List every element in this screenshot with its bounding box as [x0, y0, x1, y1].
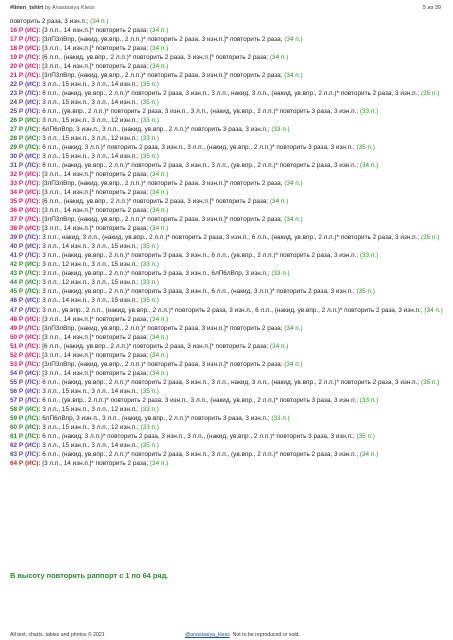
row-text: 6лП6лВпр, 3 изн.п., 3 л.п., (накид, ув.впр., 2 л.п.)* повторить 3 раза, 3 изн.п.; [40, 126, 272, 134]
row-number: 17 Р [10, 36, 24, 44]
row-instruction [10, 342, 445, 351]
row-side: (ИС): [24, 225, 41, 233]
row-number: 46 Р [10, 297, 24, 305]
stitch-count: (35 п.) [140, 297, 159, 305]
stitch-count: (35 п.) [356, 288, 375, 296]
row-text: [3 л.п., 14 изн.п.]* повторить 2 раза; [40, 333, 150, 341]
row-instruction [10, 152, 445, 161]
row-side: (ИС): [24, 369, 41, 377]
row-text: [3 л.п., 14 изн.п.]* повторить 2 раза; [40, 369, 150, 377]
row-side: (ЛС): [24, 288, 41, 296]
row-text: 6 л.п., (накид, ув.впр., 2 л.п.)* повторить 2 раза, 3 изн.п., 3 л.п., (ув.впр., 2 л.п.)* повторить 2 раза, 3 изн.п.; [40, 162, 360, 170]
row-side: (ЛС): [24, 378, 41, 386]
stitch-count: (34 п.) [269, 342, 289, 350]
row-number: 27 Р [10, 126, 24, 134]
row-text: 6 л.п., (накид, ув.впр., 2 л.п.)* повторить 2 раза, 3 изн.п., 3 л.п., (ув.впр., 2 л.п.)* повторить 2 раза, 3 изн.п.; [40, 450, 360, 458]
row-number: 60 Р [10, 423, 24, 431]
row-instruction [10, 89, 445, 98]
row-side: (ИС): [24, 27, 41, 35]
row-number: 36 Р [10, 207, 24, 215]
stitch-count: (33 п.) [140, 423, 159, 431]
row-text: 3 л.п., 15 изн.п., 3 л.п., 12 изн.п.; [40, 135, 141, 143]
row-instruction [10, 387, 445, 396]
row-side: (ИС): [24, 261, 41, 269]
row-side: (ИС): [24, 81, 41, 89]
row-side: (ЛС): [24, 90, 41, 98]
row-side: (ИС): [24, 297, 41, 305]
row-number: 45 Р [10, 288, 24, 296]
row-instruction [10, 224, 445, 233]
row-instruction [10, 44, 445, 53]
copyright-text: All text, charts, tables and photos © 2021 [10, 632, 105, 638]
row-number: 58 Р [10, 405, 24, 413]
row-side: (ЛС): [24, 342, 41, 350]
row-text: 3 л.п., 15 изн.п., 3 л.п., 14 изн.п.; [40, 387, 141, 395]
repeat-instruction: В высоту повторять раппорт с 1 по 64 ряд. [10, 571, 169, 580]
stitch-count: (35 п.) [140, 441, 159, 449]
row-side: (ИС): [24, 63, 41, 71]
stitch-count: (34 п.) [149, 45, 169, 53]
row-number: 28 Р [10, 135, 24, 143]
row-text: 3 л.п., 15 изн.п., 3 л.п., 12 изн.п.; [40, 405, 141, 413]
stitch-count: (34 п.) [359, 450, 379, 458]
row-instruction [10, 251, 445, 260]
stitch-count: (35 п.) [140, 153, 159, 161]
row-text: 3 л.п., 15 изн.п., 3 л.п., 14 изн.п.; [40, 153, 141, 161]
row-instruction [10, 17, 445, 26]
row-instruction [10, 396, 445, 405]
row-text: [3 л.п., 14 изн.п.]* повторить 2 раза; [40, 27, 150, 35]
row-text: 3 л.п., 14 изн.п., 3 л.п., 15 изн.п.; [40, 297, 141, 305]
row-instruction [10, 432, 445, 441]
row-side: (ЛС): [24, 270, 41, 278]
row-number: 35 Р [10, 198, 24, 206]
row-instruction [10, 71, 445, 80]
row-instruction [10, 161, 445, 170]
stitch-count: (34 п.) [284, 72, 303, 80]
row-side: (ИС): [24, 333, 41, 341]
row-side: (ИС): [24, 99, 41, 107]
row-text: повторить 2 раза, 3 изн.п.; [10, 18, 91, 25]
row-side: (ИС): [24, 207, 41, 215]
author-name: by Anastasiya Kless [43, 5, 95, 11]
row-number: 19 Р [10, 54, 24, 62]
row-text: 3 л.п., 12 изн.п., 3 л.п., 15 изн.п.; [40, 261, 141, 269]
row-instruction [10, 179, 445, 188]
row-instruction [10, 423, 445, 432]
row-instruction [10, 269, 445, 278]
row-text: 3 л.п., 15 изн.п., 3 л.п., 12 изн.п.; [40, 423, 141, 431]
row-text: 6 л.п., (накид, ув.впр., 2 л.п.)* повторить 2 раза, 3 изн.п., 3 л.п., накид, 3 л.п., (накид, ув.впр., 2 л.п.)* повторить 2 раза, 3 изн.п.; [40, 90, 421, 98]
row-instruction [10, 35, 445, 44]
row-text: [3лП3лВпр, (накид, ув.впр., 2 л.п.)* повторить 2 раза, 3 изн.п.]* повторить 2 раза; [40, 360, 285, 368]
row-number: 44 Р [10, 279, 24, 287]
row-instruction [10, 459, 445, 468]
row-instruction [10, 324, 445, 333]
row-instruction [10, 215, 445, 224]
row-instruction [10, 107, 445, 116]
row-number: 21 Р [10, 72, 24, 80]
row-side: (ЛС): [24, 198, 41, 206]
row-number: 37 Р [10, 216, 24, 224]
row-instruction [10, 296, 445, 305]
stitch-count: (34 п.) [359, 162, 379, 170]
row-text: [6 л.п., (накид, ув.впр., 2 л.п.)* повторить 2 раза, 3 изн.п.]* повторить 2 раза; [40, 198, 270, 206]
stitch-count: (34 п.) [269, 198, 289, 206]
stitch-count: (33 п.) [271, 270, 290, 278]
row-number: 16 Р [10, 27, 24, 35]
row-side: (ЛС): [24, 252, 41, 260]
row-number: 40 Р [10, 243, 24, 251]
stitch-count: (33 п.) [359, 396, 379, 404]
row-text: 3 л.п., 14 изн.п., 3 л.п., 15 изн.п.; [40, 243, 141, 251]
stitch-count: (35 п.) [140, 99, 159, 107]
row-instruction [10, 116, 445, 125]
row-text: [3лП3лВпр, (накид, ув.впр., 2 л.п.)* повторить 2 раза, 3 изн.п.]* повторить 2 раза; [40, 36, 285, 44]
row-text: [3лП3лВпр, (накид, ув.впр., 2 л.п.)* повторить 2 раза, 3 изн.п.]* повторить 2 раза; [40, 180, 285, 188]
row-number: 61 Р [10, 432, 24, 440]
row-side: (ЛС): [24, 36, 41, 44]
row-side: (ЛС): [24, 432, 41, 440]
row-number: 18 Р [10, 45, 24, 53]
row-number: 22 Р [10, 81, 24, 89]
stitch-count: (33 п.) [140, 117, 159, 125]
stitch-count: (35 п.) [420, 378, 440, 386]
row-side: (ЛС): [24, 108, 41, 116]
row-number: 23 Р [10, 90, 24, 98]
row-text: 6 л.п., (накид, ув.впр., 2 л.п.)* повторить 2 раза, 3 изн.п., 3 л.п., накид, 3 л.п., (накид, ув.впр., 2 л.п.)* повторить 2 раза, 3 изн.п.; [40, 378, 421, 386]
stitch-count: (34 п.) [149, 63, 169, 71]
row-instruction [10, 315, 445, 324]
row-text: [6 л.п., (накид, ув.впр., 2 л.п.)* повторить 2 раза, 3 изн.п.]* повторить 2 раза; [40, 54, 270, 62]
row-number: 20 Р [10, 63, 24, 71]
row-instruction [10, 414, 445, 423]
row-side: (ЛС): [24, 144, 41, 152]
row-instruction [10, 450, 445, 459]
row-number: 56 Р [10, 387, 24, 395]
row-number: 38 Р [10, 225, 24, 233]
row-text: 3 л.п., ув.впр., 2 л.п., (накид, ув.впр., 2 л.п.)* повторить 2 раза, 3 изн.п., 6 л.п., (накид, ув.впр., 2 л.п.)* повторить 2 раза, 3 изн.п.; [40, 306, 425, 314]
page-header [10, 5, 441, 17]
row-side: (ИС): [24, 117, 41, 125]
row-text: 3 л.п., (накид, ув.впр., 2 л.п.)* повторить 3 раза, 3 изн.п., 6лП6лВпр, 3 изн.п.; [40, 270, 272, 278]
row-side: (ЛС): [24, 414, 41, 422]
row-number: 41 Р [10, 252, 24, 260]
row-number: 47 Р [10, 306, 24, 314]
row-instruction [10, 242, 445, 251]
stitch-count: (35 п.) [140, 243, 159, 251]
row-side: (ЛС): [24, 72, 41, 80]
row-number: 33 Р [10, 180, 24, 188]
stitch-count: (34 п.) [284, 216, 303, 224]
row-number: 32 Р [10, 171, 24, 179]
row-instruction [10, 125, 445, 134]
stitch-count: (34 п.) [149, 189, 169, 197]
row-number: 43 Р [10, 270, 24, 278]
row-text: [3 л.п., 14 изн.п.]* повторить 2 раза; [40, 207, 150, 215]
stitch-count: (34 п.) [284, 180, 303, 188]
footer-notice [185, 632, 300, 638]
stitch-count: (34 п.) [284, 360, 303, 368]
row-side: (ИС): [24, 387, 41, 395]
stitch-count: (35 п.) [356, 432, 375, 440]
row-side: (ИС): [24, 45, 41, 53]
stitch-count: (34 п.) [149, 27, 169, 35]
stitch-count: (33 п.) [140, 405, 159, 413]
row-number: 63 Р [10, 450, 24, 458]
row-side: (ЛС): [24, 216, 41, 224]
row-side: (ИС): [24, 459, 41, 467]
footer-rights-text: . Not to be reproduced or sold. [229, 632, 300, 638]
row-instruction [10, 441, 445, 450]
row-instruction [10, 188, 445, 197]
row-side: (ЛС): [24, 360, 41, 368]
row-text: [3 л.п., 14 изн.п.]* повторить 2 раза; [40, 63, 150, 71]
row-instruction [10, 62, 445, 71]
row-number: 54 Р [10, 369, 24, 377]
stitch-count: (34 п.) [149, 351, 169, 359]
row-instruction [10, 378, 445, 387]
row-side: (ЛС): [24, 126, 41, 134]
row-side: (ИС): [24, 423, 41, 431]
row-number: 42 Р [10, 261, 24, 269]
row-text: 6лП6лВпр, 3 изн.п., 3 л.п., (накид, ув.впр., 2 л.п.)* повторить 3 раза, 3 изн.п.; [40, 414, 272, 422]
row-number: 57 Р [10, 396, 24, 404]
row-text: [3 л.п., 14 изн.п.]* повторить 2 раза; [40, 45, 150, 53]
row-instruction [10, 405, 445, 414]
row-side: (ИС): [24, 279, 41, 287]
stitch-count: (33 п.) [140, 279, 159, 287]
row-side: (ИС): [24, 351, 41, 359]
stitch-count: (33 п.) [140, 261, 159, 269]
stitch-count: (34 п.) [284, 36, 303, 44]
row-instruction [10, 333, 445, 342]
row-number: 39 Р [10, 234, 24, 242]
stitch-count: (33 п.) [359, 252, 379, 260]
stitch-count: (34 п.) [149, 333, 169, 341]
row-text: [3 л.п., 14 изн.п.]* повторить 2 раза; [40, 171, 150, 179]
row-number: 26 Р [10, 117, 24, 125]
row-side: (ИС): [24, 243, 41, 251]
row-side: (ЛС): [24, 54, 41, 62]
row-text: [3лП3лВпр, (накид, ув.впр., 2 л.п.)* повторить 2 раза, 3 изн.п.]* повторить 2 раза; [40, 324, 285, 332]
row-number: 55 Р [10, 378, 24, 386]
row-number: 25 Р [10, 108, 24, 116]
row-instruction [10, 369, 445, 378]
row-text: [3лП3лВпр, (накид, ув.впр., 2 л.п.)* повторить 2 раза, 3 изн.п.]* повторить 2 раза; [40, 72, 285, 80]
stitch-count: (35 п.) [140, 387, 159, 395]
row-side: (ЛС): [24, 162, 41, 170]
row-instruction [10, 80, 445, 89]
row-text: 6 л.п., (накид, 3 л.п.)* повторить 2 раза, 3 изн.п., 3 л.п., (накид, ув.впр., 2 л.п.)* повторить 3 раза, 3 изн.п.; [40, 144, 357, 152]
row-instruction [10, 26, 445, 35]
row-number: 64 Р [10, 459, 24, 467]
row-text: 3 л.п., 15 изн.п., 3 л.п., 12 изн.п.; [40, 117, 141, 125]
row-number: 24 Р [10, 99, 24, 107]
row-instruction [10, 233, 445, 242]
stitch-count: (33 п.) [359, 108, 379, 116]
row-text: [3 л.п., 14 изн.п.]* повторить 2 раза; [40, 225, 150, 233]
stitch-count: (35 п.) [140, 81, 159, 89]
row-side: (ЛС): [24, 180, 41, 188]
row-side: (ЛС): [24, 324, 41, 332]
pattern-instructions [10, 17, 445, 468]
author-link[interactable]: @anastasiya_kless [185, 632, 230, 638]
row-text: 3 л.п., (накид, ув.впр., 2 л.п.)* повторить 3 раза, 3 изн.п., 6 л.п., (ув.впр., 2 л.п.)* повторить 2 раза, 3 изн.п.; [40, 252, 360, 260]
row-number: 34 Р [10, 189, 24, 197]
row-text: 6 л.п., (ув.впр., 2 л.п.)* повторить 2 раза, 3 изн.п., 3 л.п., (накид, ув.впр., 2 л.п.)* повторить 3 раза, 3 изн.п.; [40, 396, 360, 404]
row-instruction [10, 260, 445, 269]
stitch-count: (34 п.) [424, 306, 443, 314]
stitch-count: (35 п.) [356, 144, 375, 152]
row-text: 3 л.п., 15 изн.п., 3 л.п., 14 изн.п.; [40, 441, 141, 449]
row-number: 31 Р [10, 162, 24, 170]
row-instruction [10, 306, 445, 315]
row-text: [6 л.п., (накид, ув.впр., 2 л.п.)* повторить 2 раза, 3 изн.п.]* повторить 2 раза; [40, 342, 270, 350]
row-number: 62 Р [10, 441, 24, 449]
row-text: [3 л.п., 14 изн.п.]* повторить 2 раза; [40, 189, 150, 197]
stitch-count: (34 п.) [269, 54, 289, 62]
row-instruction [10, 278, 445, 287]
page-number: 5 из 39 [422, 5, 441, 11]
stitch-count: (34 п.) [149, 225, 169, 233]
row-text: [3лП3лВпр, (накид, ув.впр., 2 л.п.)* повторить 2 раза, 3 изн.п.]* повторить 2 раза; [40, 216, 285, 224]
stitch-count: (34 п.) [149, 207, 169, 215]
stitch-count: (34 п.) [149, 315, 169, 323]
row-side: (ЛС): [24, 234, 41, 242]
pattern-title: #linen_tshirt [10, 5, 44, 11]
row-side: (ИС): [24, 315, 41, 323]
stitch-count: (34 п.) [149, 369, 169, 377]
row-instruction [10, 170, 445, 179]
row-text: 3 л.п., 12 изн.п., 3 л.п., 15 изн.п.; [40, 279, 141, 287]
row-instruction [10, 134, 445, 143]
stitch-count: (33 п.) [271, 126, 290, 134]
row-text: 3 л.п., (накид, ув.впр., 2 л.п.)* повторить 3 раза, 3 изн.п., 6 л.п., (накид, 3 л.п.)* повторить 2 раза, 3 изн.п.; [40, 288, 357, 296]
row-side: (ЛС): [24, 306, 41, 314]
stitch-count: (35 п.) [420, 90, 440, 98]
row-instruction [10, 197, 445, 206]
row-instruction [10, 143, 445, 152]
row-instruction [10, 206, 445, 215]
row-side: (ИС): [24, 135, 41, 143]
row-instruction [10, 287, 445, 296]
row-instruction [10, 351, 445, 360]
stitch-count: (34 п.) [284, 324, 303, 332]
row-number: 30 Р [10, 153, 24, 161]
row-number: 53 Р [10, 360, 24, 368]
row-side: (ИС): [24, 171, 41, 179]
row-text: 3 л.п., 15 изн.п., 3 л.п., 14 изн.п.; [40, 81, 141, 89]
row-text: [3 л.п., 14 изн.п.]* повторить 2 раза; [40, 459, 150, 467]
row-number: 59 Р [10, 414, 24, 422]
row-side: (ИС): [24, 405, 41, 413]
stitch-count: (34 п.) [149, 459, 169, 467]
stitch-count: (34 п.) [90, 18, 109, 25]
row-text: 3 л.п., накид, 3 л.п., (накид, ув.впр., 2 л.п.)* повторить 2 раза, 3 изн.п., 6 л.п., (накид, ув.впр., 2 л.п.)* повторить 2 раза, 3 изн.п.; [40, 234, 421, 242]
row-text: 6 л.п., (ув.впр., 2 л.п.)* повторить 2 раза, 3 изн.п., 3 л.п., (накид, ув.впр., 2 л.п.)* повторить 3 раза, 3 изн.п.; [40, 108, 360, 116]
stitch-count: (34 п.) [149, 171, 169, 179]
row-text: [3 л.п., 14 изн.п.]* повторить 2 раза; [40, 315, 150, 323]
row-number: 29 Р [10, 144, 24, 152]
row-side: (ИС): [24, 189, 41, 197]
stitch-count: (35 п.) [420, 234, 440, 242]
row-text: 6 л.п., (накид, 3 л.п.)* повторить 2 раза, 3 изн.п., 3 л.п., (накид, ув.впр., 2 л.п.)* повторить 3 раза, 3 изн.п.; [40, 432, 357, 440]
row-side: (ЛС): [24, 396, 41, 404]
stitch-count: (33 п.) [140, 135, 159, 143]
row-side: (ИС): [24, 441, 41, 449]
row-number: 52 Р [10, 351, 24, 359]
row-number: 49 Р [10, 324, 24, 332]
row-number: 51 Р [10, 342, 24, 350]
row-instruction [10, 53, 445, 62]
stitch-count: (33 п.) [271, 414, 290, 422]
row-side: (ИС): [24, 153, 41, 161]
row-side: (ЛС): [24, 450, 41, 458]
row-instruction [10, 360, 445, 369]
row-instruction [10, 98, 445, 107]
row-text: 3 л.п., 15 изн.п., 3 л.п., 14 изн.п.; [40, 99, 141, 107]
row-text: [3 л.п., 14 изн.п.]* повторить 2 раза; [40, 351, 150, 359]
row-number: 48 Р [10, 315, 24, 323]
row-number: 50 Р [10, 333, 24, 341]
